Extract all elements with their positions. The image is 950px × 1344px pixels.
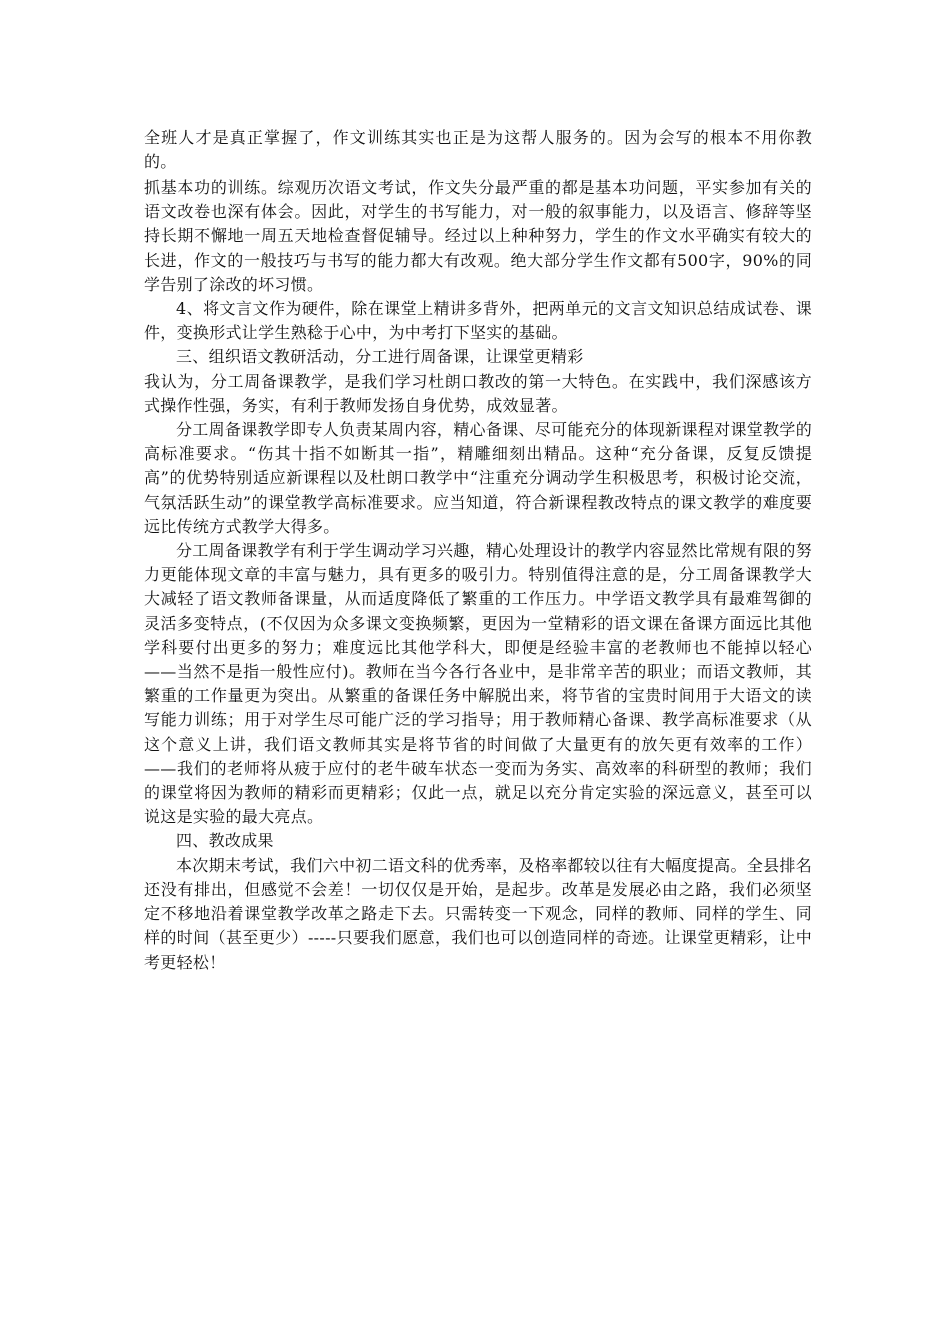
paragraph-weekly-prep-standards: 分工周备课教学即专人负责某周内容，精心备课、尽可能充分的体现新课程对课堂教学的高标准要求。“伤其十指不如断其一指”，精雕细刻出精品。这种“充分备课，反复反馈提高”的优势特别适应新课程以及杜朗口教学中“注重充分调动学生积极思考，积极讨论交流，气氛活跃生动”的课堂教学高标准要求。应当知道，符合新课程教改特点的课文教学的难度要远比传统方式教学大得多。: [144, 420, 812, 536]
paragraph-classical-chinese: 4、将文言文作为硬件，除在课堂上精讲多背外，把两单元的文言文知识总结成试卷、课件，变换形式让学生熟稔于心中，为中考打下坚实的基础。: [144, 299, 812, 343]
paragraph-weekly-prep-benefits: 分工周备课教学有利于学生调动学习兴趣，精心处理设计的教学内容显然比常规有限的努力更能体现文章的丰富与魅力，具有更多的吸引力。特别值得注意的是，分工周备课教学大大减轻了语文教师备课量，从而适度降低了繁重的工作压力。中学语文教学具有最难驾御的灵活多变特点，(不仅因为众多课文变换频繁，更因为一堂精彩的语文课在备课方面远比其他学科要付出更多的努力；难度远比其他学科大，即便是经验丰富的老教师也不能掉以轻心——当然不是指一般性应付)。教师在当今各行各业中，是非常辛苦的职业；而语文教师，其繁重的工作量更为突出。从繁重的备课任务中解脱出来，将节省的宝贵时间用于大语文的读写能力训练；用于对学生尽可能广泛的学习指导；用于教师精心备课、教学高标准要求（从这个意义上讲，我们语文教师其实是将节省的时间做了大量更有的放矢更有效率的工作）——我们的老师将从疲于应付的老牛破车状态一变而为务实、高效率的科研型的教师；我们的课堂将因为教师的精彩而更精彩；仅此一点，就足以充分肯定实验的深远意义，甚至可以说这是实验的最大亮点。: [144, 541, 812, 827]
paragraph-basic-skills: 抓基本功的训练。综观历次语文考试，作文失分最严重的都是基本功问题，平实参加有关的语文改卷也深有体会。因此，对学生的书写能力，对一般的叙事能力，以及语言、修辞等坚持长期不懈地一周五天地检查督促辅导。经过以上种种努力，学生的作文水平确实有较大的长进，作文的一般技巧与书写的能力都大有改观。绝大部分学生作文都有500字，90%的同学告别了涂改的坏习惯。: [144, 178, 812, 294]
document-body: [144, 176, 812, 975]
top-line-text: [144, 126, 812, 174]
carryover-paragraph: 全班人才是真正掌握了，作文训练其实也正是为这帮人服务的。因为会写的根本不用你教的。: [144, 128, 812, 172]
paragraph-weekly-prep-intro: 我认为，分工周备课教学，是我们学习杜朗口教改的第一大特色。在实践中，我们深感该方式操作性强，务实，有利于教师发扬自身优势，成效显著。: [144, 371, 812, 415]
paragraph-results: 本次期末考试，我们六中初二语文科的优秀率，及格率都较以往有大幅度提高。全县排名还没有排出，但感觉不会差！一切仅仅是开始，是起步。改革是发展必由之路，我们必须坚定不移地沿着课堂教学改革之路走下去。只需转变一下观念，同样的教师、同样的学生、同样的时间（甚至更少）-----只要我们愿意，我们也可以创造同样的奇迹。让课堂更精彩，让中考更轻松！: [144, 855, 812, 972]
section-heading-results: 四、教改成果: [176, 831, 274, 851]
section-heading-teaching-research: 三、组织语文教研活动，分工进行周备课，让课堂更精彩: [176, 347, 584, 367]
